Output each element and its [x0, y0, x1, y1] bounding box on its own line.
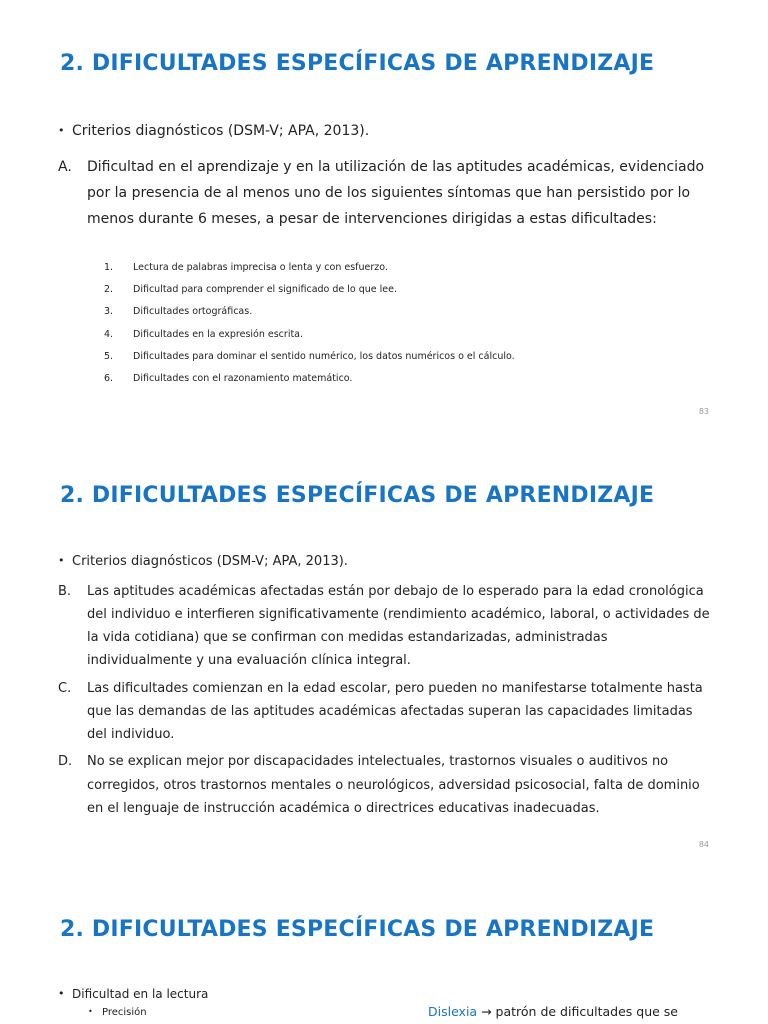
list-number: 4.	[104, 328, 114, 340]
slide-title: 2. DIFICULTADES ESPECÍFICAS DE APRENDIZAJE	[60, 483, 655, 508]
criterion-a	[58, 154, 714, 232]
bullet-text: Criterios diagnósticos (DSM-V; APA, 2013).	[72, 554, 348, 569]
dislexia-term: Dislexia	[428, 1004, 478, 1019]
dislexia-definition	[428, 1004, 678, 1019]
list-text: Dificultades ortográficas.	[133, 306, 253, 318]
slide-title: 2. DIFICULTADES ESPECÍFICAS DE APRENDIZAJE	[60, 917, 655, 942]
criterion-letter: B.	[58, 584, 72, 599]
list-item	[104, 284, 515, 306]
definition-text: patrón de dificultades que se	[491, 1004, 678, 1019]
bullet-dot-icon: •	[58, 124, 65, 137]
page-number: 84	[698, 840, 709, 849]
criterion-text: Dificultad en el aprendizaje y en la utilización de las aptitudes académicas, evidenciado por la presencia de al menos uno de los siguientes síntomas que han persistido por lo menos durante 6 meses, a pesar de intervenciones dirigidas a estas dificultades:	[87, 159, 705, 227]
criterion-text: Las dificultades comienzan en la edad escolar, pero pueden no manifestarse totalmente hasta que las demandas de las aptitudes académicas afectadas superan las capacidades limitadas del individuo.	[87, 681, 703, 742]
slide-83	[0, 0, 768, 430]
criterion-d	[58, 750, 714, 821]
list-item	[104, 329, 515, 351]
slide-85	[0, 866, 768, 1024]
bullet-lectura	[58, 987, 208, 1001]
criterion-letter: C.	[58, 681, 72, 696]
list-number: 6.	[104, 372, 114, 384]
list-text: Dificultades para dominar el sentido numérico, los datos numéricos o el cálculo.	[133, 350, 515, 362]
bullet-text: Dificultad en la lectura	[72, 987, 209, 1001]
list-text: Dificultades en la expresión escrita.	[133, 328, 304, 340]
sub-bullet-precision	[88, 1007, 147, 1018]
criterion-c	[58, 677, 714, 746]
criterion-letter: A.	[58, 159, 72, 175]
list-item	[104, 373, 515, 395]
list-number: 3.	[104, 306, 114, 318]
list-text: Dificultad para comprender el significado de lo que lee.	[133, 284, 398, 296]
symptom-list	[104, 262, 515, 395]
list-number: 2.	[104, 284, 114, 296]
bullet-dot-icon: •	[88, 1007, 93, 1016]
list-item	[104, 262, 515, 284]
list-text: Lectura de palabras imprecisa o lenta y con esfuerzo.	[133, 262, 388, 273]
bullet-criterios	[58, 123, 369, 139]
criterion-text: Las aptitudes académicas afectadas están por debajo de lo esperado para la edad cronológica del individuo e interfieren significativamente (rendimiento académico, laboral, o actividades de la vida cotidiana) que se confirman con medidas estandarizadas, administradas individualmente y una evaluación clínica integral.	[87, 584, 710, 668]
bullet-dot-icon: •	[58, 554, 65, 567]
criterion-b	[58, 580, 714, 672]
page-number: 83	[698, 407, 709, 416]
list-item	[104, 306, 515, 328]
list-number: 1.	[104, 262, 114, 273]
slide-84	[0, 432, 768, 862]
criterion-text: No se explican mejor por discapacidades intelectuales, trastornos visuales o auditivos no corregidos, otros trastornos mentales o neurológicos, adversidad psicosocial, falta de dominio en el lenguaje de instrucción académica o directrices educativas inadecuadas.	[87, 754, 700, 816]
sub-bullet-text: Precisión	[102, 1007, 147, 1018]
bullet-text: Criterios diagnósticos (DSM-V; APA, 2013).	[72, 123, 370, 139]
list-item	[104, 351, 515, 373]
bullet-dot-icon: •	[58, 987, 65, 1000]
bullet-criterios	[58, 554, 348, 569]
list-number: 5.	[104, 350, 114, 362]
slide-title: 2. DIFICULTADES ESPECÍFICAS DE APRENDIZAJE	[60, 51, 655, 76]
list-text: Dificultades con el razonamiento matemático.	[133, 372, 353, 384]
criterion-letter: D.	[58, 754, 73, 769]
arrow-right-icon: →	[481, 1004, 492, 1019]
